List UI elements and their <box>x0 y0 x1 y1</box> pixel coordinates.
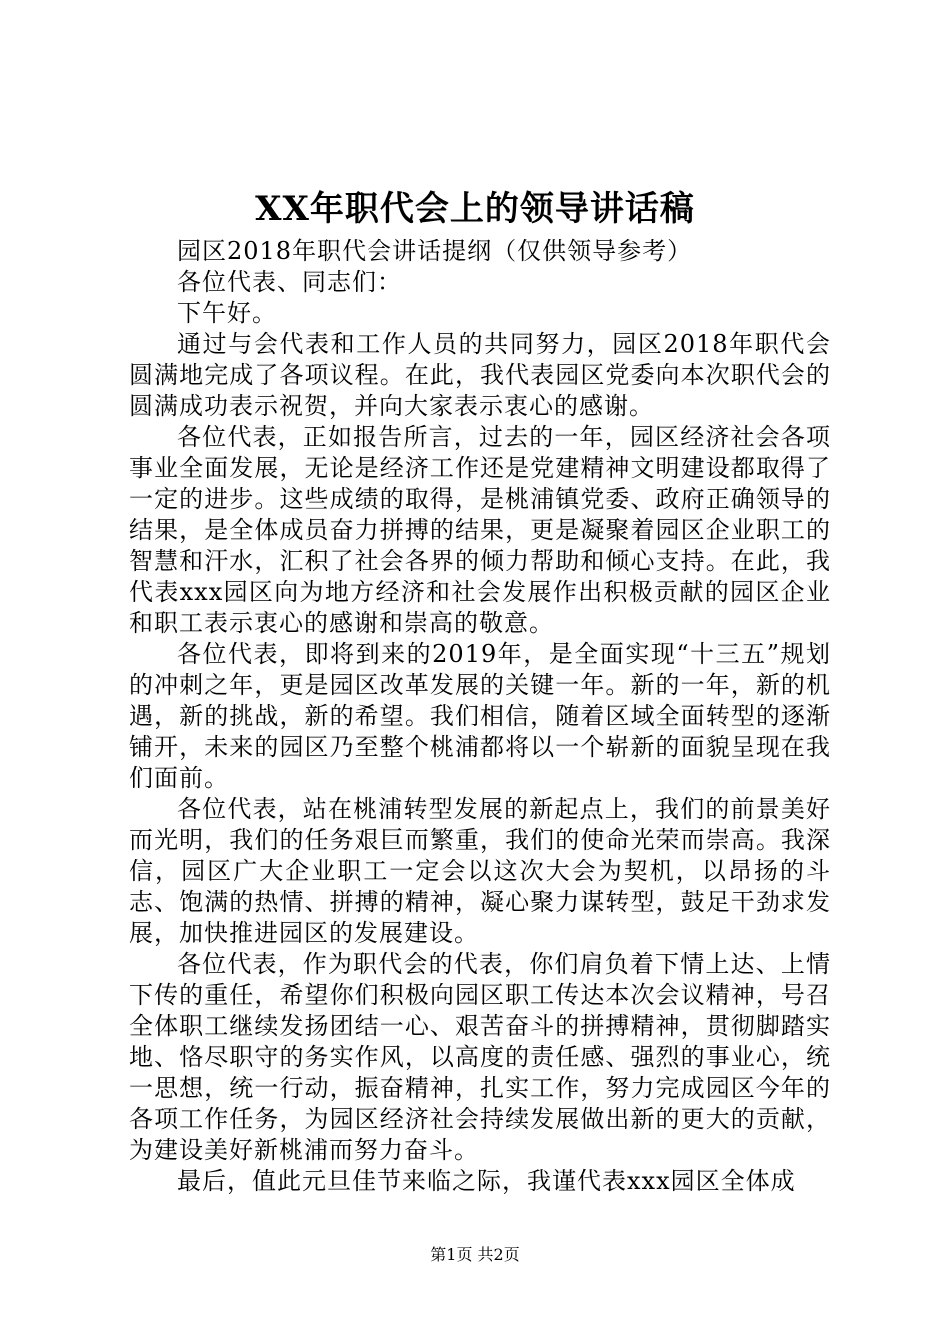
paragraph-body: 各位代表，正如报告所言，过去的一年，园区经济社会各项事业全面发展，无论是经济工作还是党建精神文明建设都取得了一定的进步。这些成绩的取得，是桃浦镇党委、政府正确领导的结果，是全体成员奋力拼搏的结果，更是凝聚着园区企业职工的智慧和汗水，汇积了社会各界的倾力帮助和倾心支持。在此，我代表xxx园区向为地方经济和社会发展作出积极贡献的园区企业和职工表示衷心的感谢和崇高的敬意。 <box>129 423 831 637</box>
paragraph-greeting: 下午好。 <box>177 299 277 327</box>
page-footer <box>0 1243 950 1267</box>
paragraph-body: 各位代表，作为职代会的代表，你们肩负着下情上达、上情下传的重任，希望你们积极向园区职工传达本次会议精神，号召全体职工继续发扬团结一心、艰苦奋斗的拼搏精神，贯彻脚踏实地、恪尽职守的务实作风，以高度的责任感、强烈的事业心，统一思想，统一行动，振奋精神，扎实工作，努力完成园区今年的各项工作任务，为园区经济社会持续发展做出新的更大的贡献，为建设美好新桃浦而努力奋斗。 <box>129 950 831 1164</box>
document-body <box>129 236 831 1197</box>
paragraph-body: 各位代表，站在桃浦转型发展的新起点上，我们的前景美好而光明，我们的任务艰巨而繁重，我们的使命光荣而崇高。我深信，园区广大企业职工一定会以这次大会为契机，以昂扬的斗志、饱满的热情、拼搏的精神，凝心聚力谋转型，鼓足干劲求发展，加快推进园区的发展建设。 <box>129 795 831 947</box>
paragraph-body: 各位代表，即将到来的2019年，是全面实现“十三五”规划的冲刺之年，更是园区改革发展的关键一年。新的一年，新的机遇，新的挑战，新的希望。我们相信，随着区域全面转型的逐渐铺开，未来的园区乃至整个桃浦都将以一个崭新的面貌呈现在我们面前。 <box>129 640 831 792</box>
paragraph-body: 通过与会代表和工作人员的共同努力，园区2018年职代会圆满地完成了各项议程。在此，我代表园区党委向本次职代会的圆满成功表示祝贺，并向大家表示衷心的感谢。 <box>129 330 831 420</box>
document-title: XX年职代会上的领导讲话稿 <box>255 189 695 229</box>
paragraph-closing: 最后，值此元旦佳节来临之际，我谨代表xxx园区全体成 <box>177 1167 796 1195</box>
paragraph-salutation: 各位代表、同志们： <box>177 268 402 296</box>
page-number: 第1页 共2页 <box>430 1245 520 1264</box>
paragraph-outline-heading: 园区2018年职代会讲话提纲（仅供领导参考） <box>177 237 693 265</box>
